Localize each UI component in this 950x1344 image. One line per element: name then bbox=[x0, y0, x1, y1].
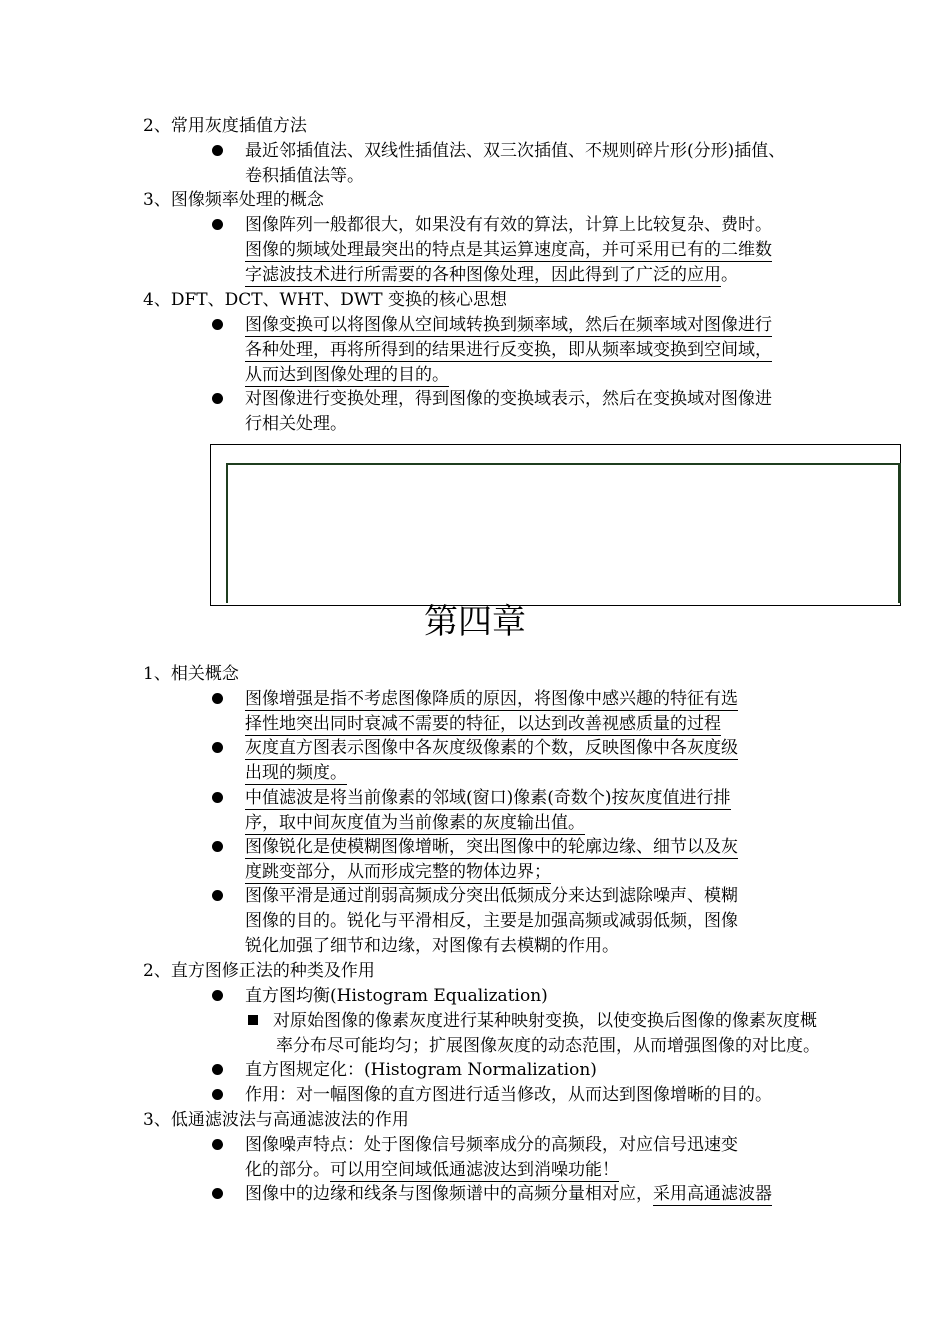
text-line: 图像噪声特点：处于图像信号频率成分的高频段，对应信号迅速变 bbox=[245, 1135, 738, 1155]
text-line bbox=[245, 736, 738, 760]
text-line bbox=[245, 338, 772, 362]
text-line bbox=[245, 811, 585, 835]
text-line: 直方图规定化：(Histogram Normalization) bbox=[245, 1060, 597, 1080]
bullet-icon bbox=[212, 841, 223, 852]
text-line: 作用：对一幅图像的直方图进行适当修改，从而达到图像增晰的目的。 bbox=[245, 1085, 772, 1105]
chapter-title: 第四章 bbox=[424, 602, 526, 642]
bullet-icon bbox=[212, 1139, 223, 1150]
underlined-text: 可以用空间域低通滤波达到消噪功能！ bbox=[330, 1160, 619, 1180]
bullet-icon bbox=[212, 890, 223, 901]
plain-text: 图像中的边缘和线条与图像频谱中的高频分量相对应， bbox=[245, 1184, 653, 1204]
text-line: 锐化加强了细节和边缘，对图像有去模糊的作用。 bbox=[245, 936, 619, 956]
bullet-icon bbox=[212, 1188, 223, 1199]
underlined-text: 中值滤波是将当前像素的邻域(窗口)像素(奇数个)按灰度值进行排 bbox=[245, 788, 731, 808]
bullet-icon bbox=[212, 1064, 223, 1075]
bullet-icon bbox=[212, 792, 223, 803]
bullet-icon bbox=[212, 145, 223, 156]
bullet-icon bbox=[212, 393, 223, 404]
text-line bbox=[245, 263, 738, 287]
text-line bbox=[245, 835, 738, 859]
text-line bbox=[245, 712, 721, 736]
bullet-icon bbox=[212, 319, 223, 330]
empty-frame-inner bbox=[226, 463, 901, 603]
text-line: 行相关处理。 bbox=[245, 414, 347, 434]
bullet-icon bbox=[212, 693, 223, 704]
text-line: 最近邻插值法、双线性插值法、双三次插值、不规则碎片形(分形)插值、 bbox=[245, 141, 786, 161]
text-line bbox=[245, 1182, 772, 1206]
text-line bbox=[245, 313, 772, 337]
underlined-text: 图像增强是指不考虑图像降质的原因，将图像中感兴趣的特征有选 bbox=[245, 689, 738, 709]
text-line: 图像的目的。锐化与平滑相反，主要是加强高频或减弱低频，图像 bbox=[245, 911, 738, 931]
text-line: 直方图均衡(Histogram Equalization) bbox=[245, 986, 548, 1006]
underlined-text: 图像锐化是使模糊图像增晰，突出图像中的轮廓边缘、细节以及灰 bbox=[245, 837, 738, 857]
text-line bbox=[245, 786, 731, 810]
text-line: 对图像进行变换处理，得到图像的变换域表示，然后在变换域对图像进 bbox=[245, 389, 772, 409]
underlined-text: 度跳变部分，从而形成完整的物体边界； bbox=[245, 862, 551, 882]
text-line: 对原始图像的像素灰度进行某种映射变换，以使变换后图像的像素灰度概 bbox=[273, 1011, 817, 1031]
text-line: 图像平滑是通过削弱高频成分突出低频成分来达到滤除噪声、模糊 bbox=[245, 886, 738, 906]
period: 。 bbox=[721, 265, 738, 285]
underlined-text: 灰度直方图表示图像中各灰度级像素的个数，反映图像中各灰度级 bbox=[245, 738, 738, 758]
section-heading-histogram: 2、直方图修正法的种类及作用 bbox=[143, 961, 375, 981]
underlined-text: 从而达到图像处理的目的。 bbox=[245, 365, 449, 385]
text-line bbox=[245, 761, 347, 785]
text-line: 图像阵列一般都很大，如果没有有效的算法，计算上比较复杂、费时。 bbox=[245, 215, 772, 235]
underlined-text: 图像的频域处理最突出的特点是其运算速度高，并可采用已有的二维数 bbox=[245, 240, 772, 260]
text-line bbox=[245, 363, 449, 387]
underlined-text: 字滤波技术进行所需要的各种图像处理，因此得到了广泛的应用 bbox=[245, 265, 721, 285]
underlined-text: 各种处理，再将所得到的结果进行反变换，即从频率域变换到空间域， bbox=[245, 340, 772, 360]
underlined-text: 出现的频度。 bbox=[245, 763, 347, 783]
underlined-text: 序，取中间灰度值为当前像素的灰度输出值。 bbox=[245, 813, 585, 833]
section-heading-filters: 3、低通滤波法与高通滤波法的作用 bbox=[143, 1110, 409, 1130]
text-line bbox=[245, 1158, 619, 1182]
bullet-icon bbox=[212, 742, 223, 753]
plain-text: 化的部分。 bbox=[245, 1160, 330, 1180]
section-heading-transforms: 4、DFT、DCT、WHT、DWT 变换的核心思想 bbox=[143, 290, 508, 310]
text-line bbox=[245, 687, 738, 711]
underlined-text: 图像变换可以将图像从空间域转换到频率域，然后在频率域对图像进行 bbox=[245, 315, 772, 335]
section-heading-frequency: 3、图像频率处理的概念 bbox=[143, 190, 324, 210]
underlined-text: 择性地突出同时衰减不需要的特征，以达到改善视感质量的过程 bbox=[245, 714, 721, 734]
text-line: 卷积插值法等。 bbox=[245, 166, 364, 186]
bullet-icon bbox=[212, 1089, 223, 1100]
text-line bbox=[245, 860, 551, 884]
square-bullet-icon bbox=[248, 1015, 258, 1025]
bullet-icon bbox=[212, 990, 223, 1001]
section-heading-concepts: 1、相关概念 bbox=[143, 664, 239, 684]
section-heading-interpolation: 2、常用灰度插值方法 bbox=[143, 116, 307, 136]
text-line: 率分布尽可能均匀；扩展图像灰度的动态范围，从而增强图像的对比度。 bbox=[276, 1036, 820, 1056]
text-line bbox=[245, 238, 772, 262]
underlined-text: 采用高通滤波器 bbox=[653, 1184, 772, 1204]
bullet-icon bbox=[212, 219, 223, 230]
